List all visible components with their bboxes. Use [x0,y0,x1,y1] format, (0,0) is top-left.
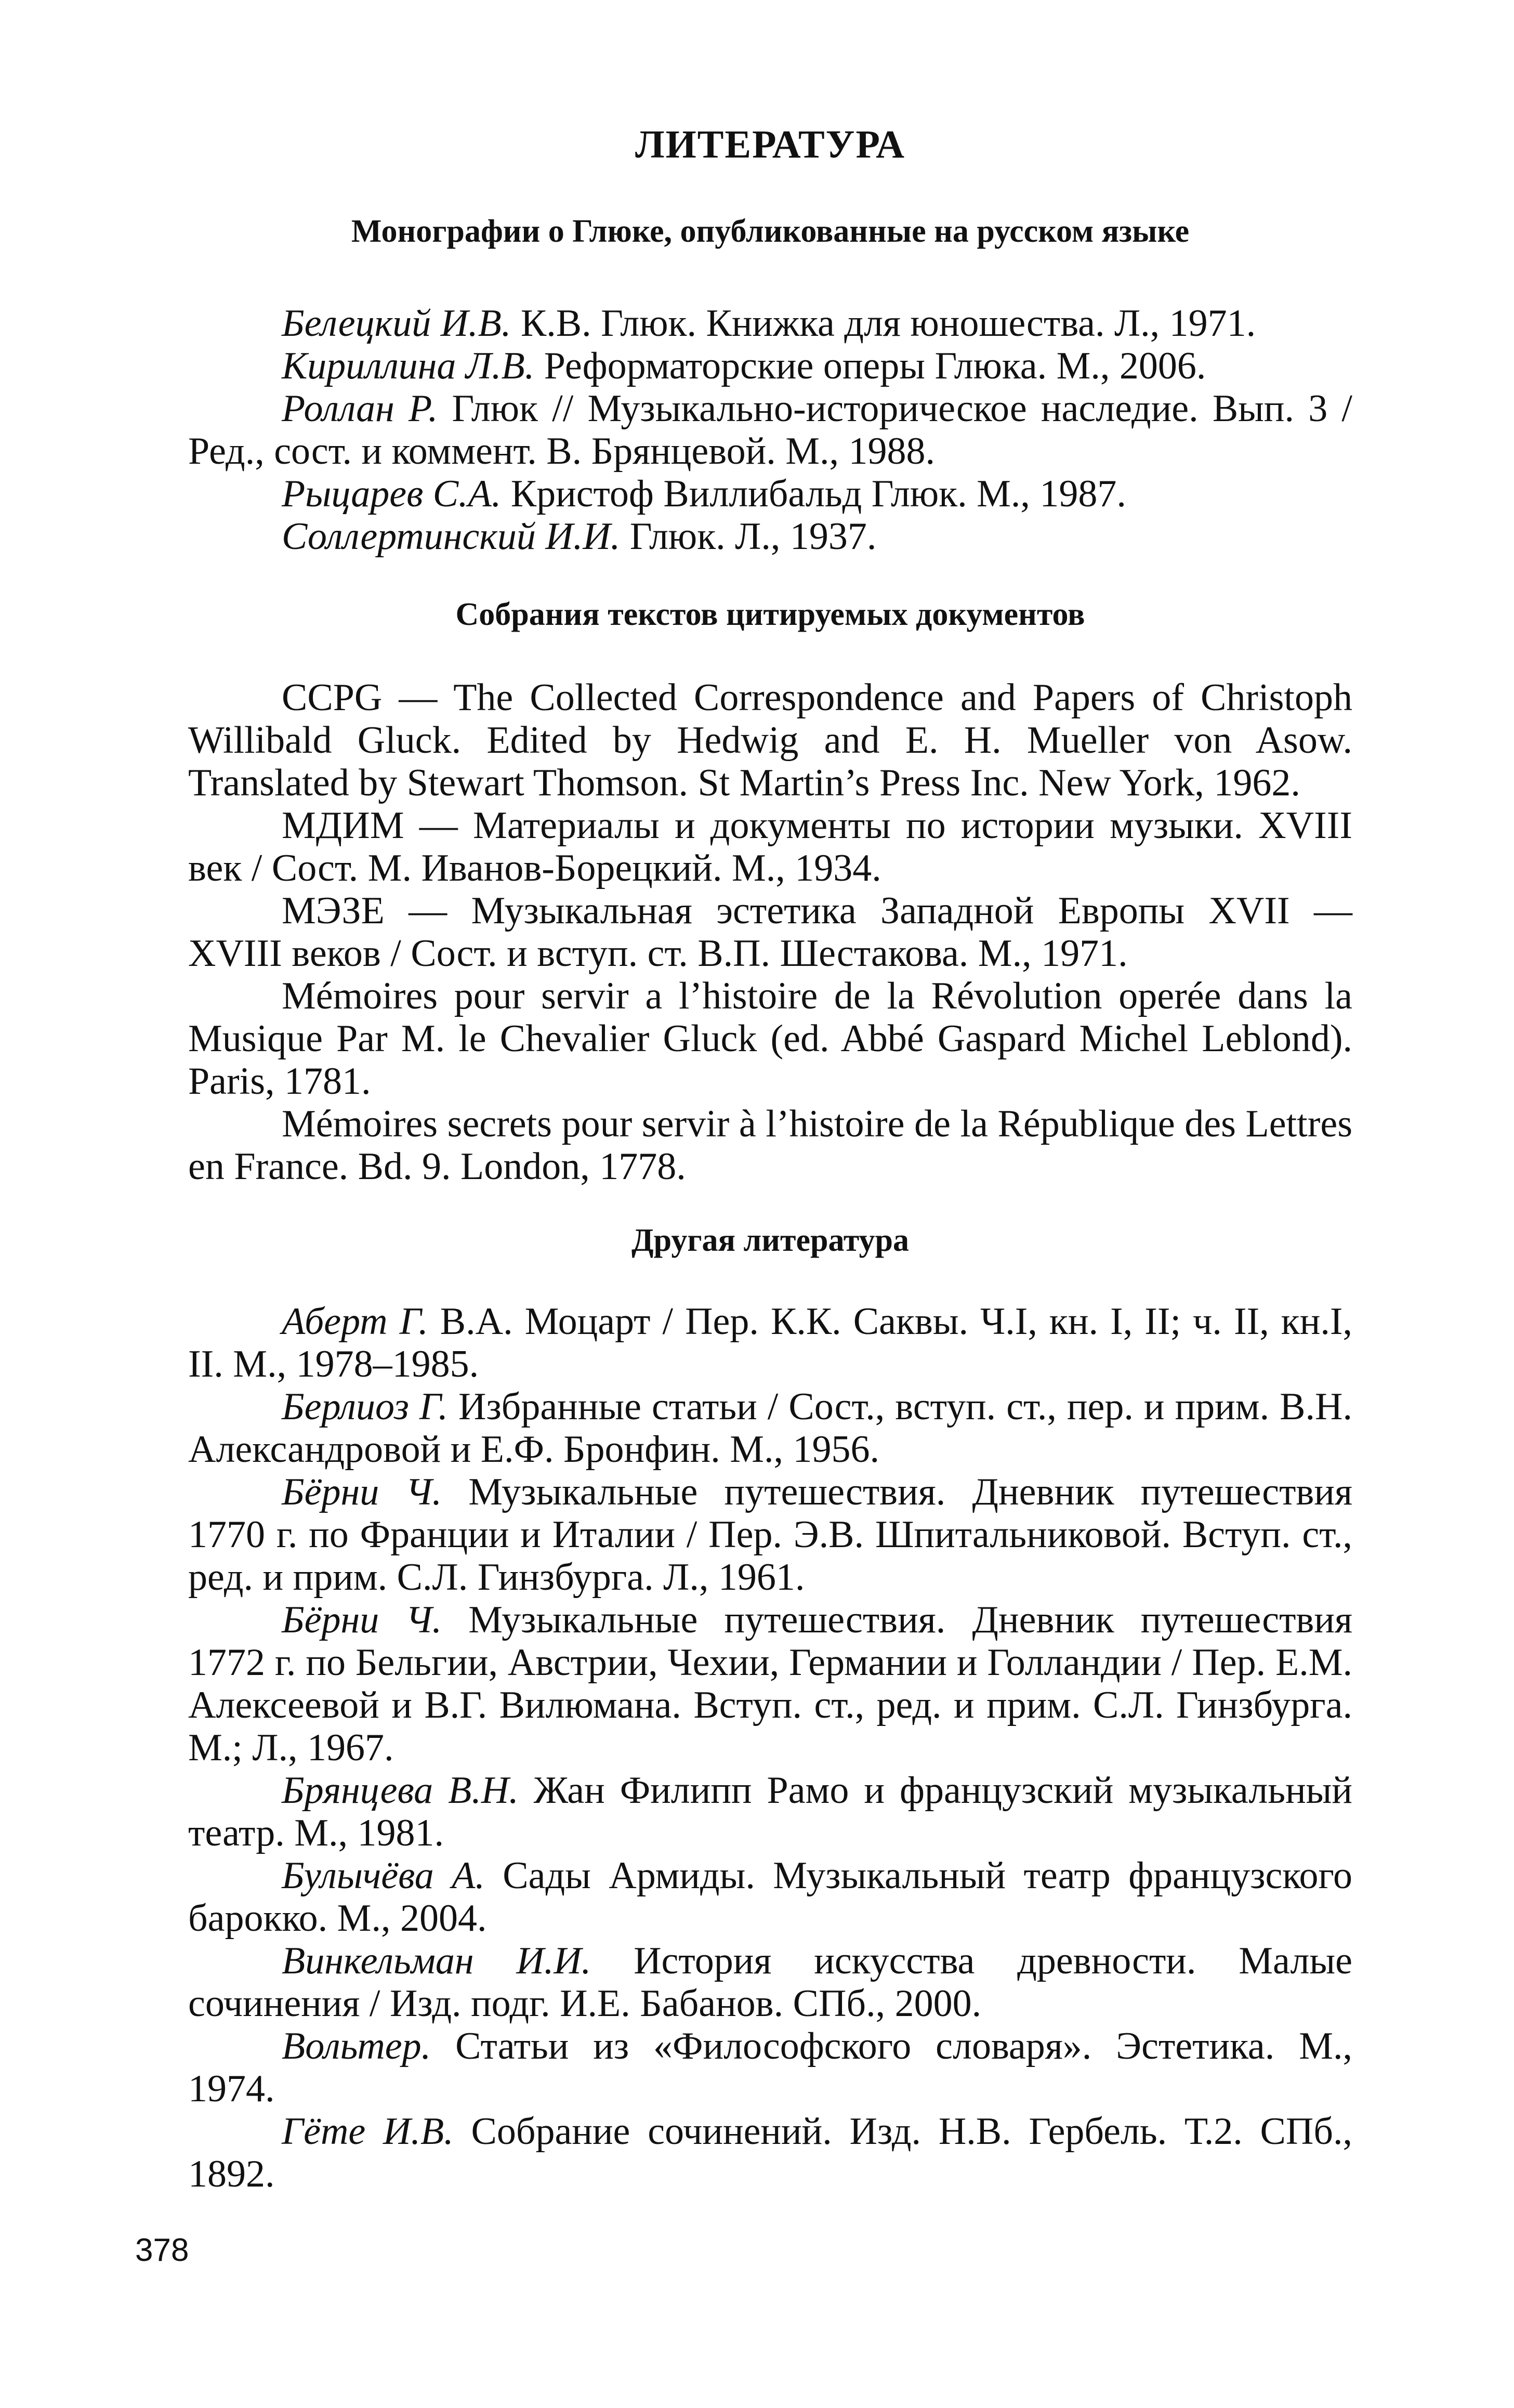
entry-text: Музыкальные путешествия. Дневник путешествия 1770 г. по Франции и Италии / Пер. Э.В. Шпитальниковой. Вступ. ст., ред. и прим. С.Л. Гинзбурга. Л., 1961. [188,1471,1353,1599]
entry-author: Рыцарев С.А. [282,473,502,515]
entry-text: Жан Филипп Рамо и французский музыкальный театр. М., 1981. [188,1769,1352,1854]
bibliography-entry [188,1385,1352,1471]
page-content [188,125,1352,2195]
bibliography-entry [188,1940,1352,2025]
bibliography-entry [188,1599,1352,1769]
bibliography-entry [188,473,1352,515]
entry-text: Mémoires secrets pour servir à l’histoire de la République des Lettres en France. Bd. 9. London, 1778. [188,1103,1352,1188]
bibliography-entry [188,804,1352,889]
entry-text: Глюк. Л., 1937. [620,515,877,558]
entry-text: МДИМ — Материалы и документы по истории музыки. XVIII век / Сост. М. Иванов-Борецкий. М., 1934. [188,804,1352,889]
entry-author: Кириллина Л.В. [282,345,535,387]
entry-text: Сады Армиды. Музыкальный театр французского барокко. М., 2004. [188,1854,1352,1940]
bibliography-entry [188,1854,1352,1940]
entry-text: Кристоф Виллибальд Глюк. М., 1987. [501,473,1126,515]
entry-text: CCPG — The Collected Correspondence and Papers of Christoph Willibald Gluck. Edited by Hedwig and E. H. Mueller von Asow. Translated by Stewart Thomson. St Martin’s Press Inc. New York, 1962. [188,676,1352,804]
entry-text: Собрание сочинений. Изд. Н.В. Гербель. Т.2. СПб., 1892. [188,2110,1352,2195]
entry-author: Гёте И.В. [282,2110,454,2153]
entry-author: Соллертинский И.И. [282,515,621,558]
entry-author: Бёрни Ч. [282,1471,442,1513]
bibliography-entry [188,302,1352,345]
bibliography-entry [188,2110,1352,2195]
bibliography-entry [188,1300,1352,1385]
entry-author: Роллан Р. [282,387,438,430]
entry-text: Избранные статьи / Сост., вступ. ст., пер. и прим. В.Н. Александровой и Е.Ф. Бронфин. М., 1956. [188,1385,1352,1471]
entry-author: Белецкий И.В. [282,302,511,345]
entry-text: История искусства древности. Малые сочинения / Изд. подг. И.Е. Бабанов. СПб., 2000. [188,1940,1352,2025]
bibliography-entry [188,676,1352,804]
bibliography-entry [188,387,1352,473]
entry-text: Статьи из «Философского словаря». Эстетика. М., 1974. [188,2025,1352,2110]
bibliography-entry [188,1103,1352,1188]
entry-author: Брянцева В.Н. [282,1769,519,1812]
entry-author: Бёрни Ч. [282,1599,442,1641]
entry-text: Глюк // Музыкально-историческое наследие. Вып. 3 / Ред., сост. и коммент. В. Брянцевой. М., 1988. [188,387,1352,473]
entry-author: Вольтер. [282,2025,431,2067]
entry-text: Музыкальные путешествия. Дневник путешествия 1772 г. по Бельгии, Австрии, Чехии, Германии и Голландии / Пер. Е.М. Алексеевой и В.Г. Вилюмана. Вступ. ст., ред. и прим. С.Л. Гинзбурга. М.; Л., 1967. [188,1599,1353,1769]
page-title: ЛИТЕРАТУРА [635,123,906,166]
entry-text: Mémoires pour servir a l’histoire de la Révolution operée dans la Musique Par M. le Chevalier Gluck (ed. Abbé Gaspard Michel Leblond). Paris, 1781. [188,975,1352,1103]
entry-author: Винкельман И.И. [282,1940,591,1982]
bibliography-entry [188,1471,1352,1599]
entry-text: В.А. Моцарт / Пер. К.К. Саквы. Ч.I, кн. I, II; ч. II, кн.I, II. М., 1978–1985. [188,1300,1352,1385]
bibliography-entry [188,1769,1352,1854]
bibliography-entry [188,975,1352,1103]
bibliography-entry [188,345,1352,387]
section-heading-documents: Собрания текстов цитируемых документов [455,597,1085,632]
section-heading-monographs: Монографии о Глюке, опубликованные на русском языке [351,214,1190,249]
entry-author: Булычёва А. [282,1854,485,1897]
bibliography-entry [188,2025,1352,2110]
entry-text: МЭЗЕ — Музыкальная эстетика Западной Европы XVII — XVIII веков / Сост. и вступ. ст. В.П. Шестакова. М., 1971. [188,889,1352,975]
entry-text: Реформаторские оперы Глюка. М., 2006. [534,345,1206,387]
bibliography-entry [188,889,1352,975]
entry-author: Берлиоз Г. [282,1385,448,1428]
section-heading-other-literature: Другая литература [631,1223,909,1258]
page-number: 378 [135,2232,189,2268]
bibliography-entry [188,515,1352,558]
entry-author: Аберт Г. [282,1300,428,1343]
entry-text: К.В. Глюк. Книжка для юношества. Л., 1971. [511,302,1256,345]
